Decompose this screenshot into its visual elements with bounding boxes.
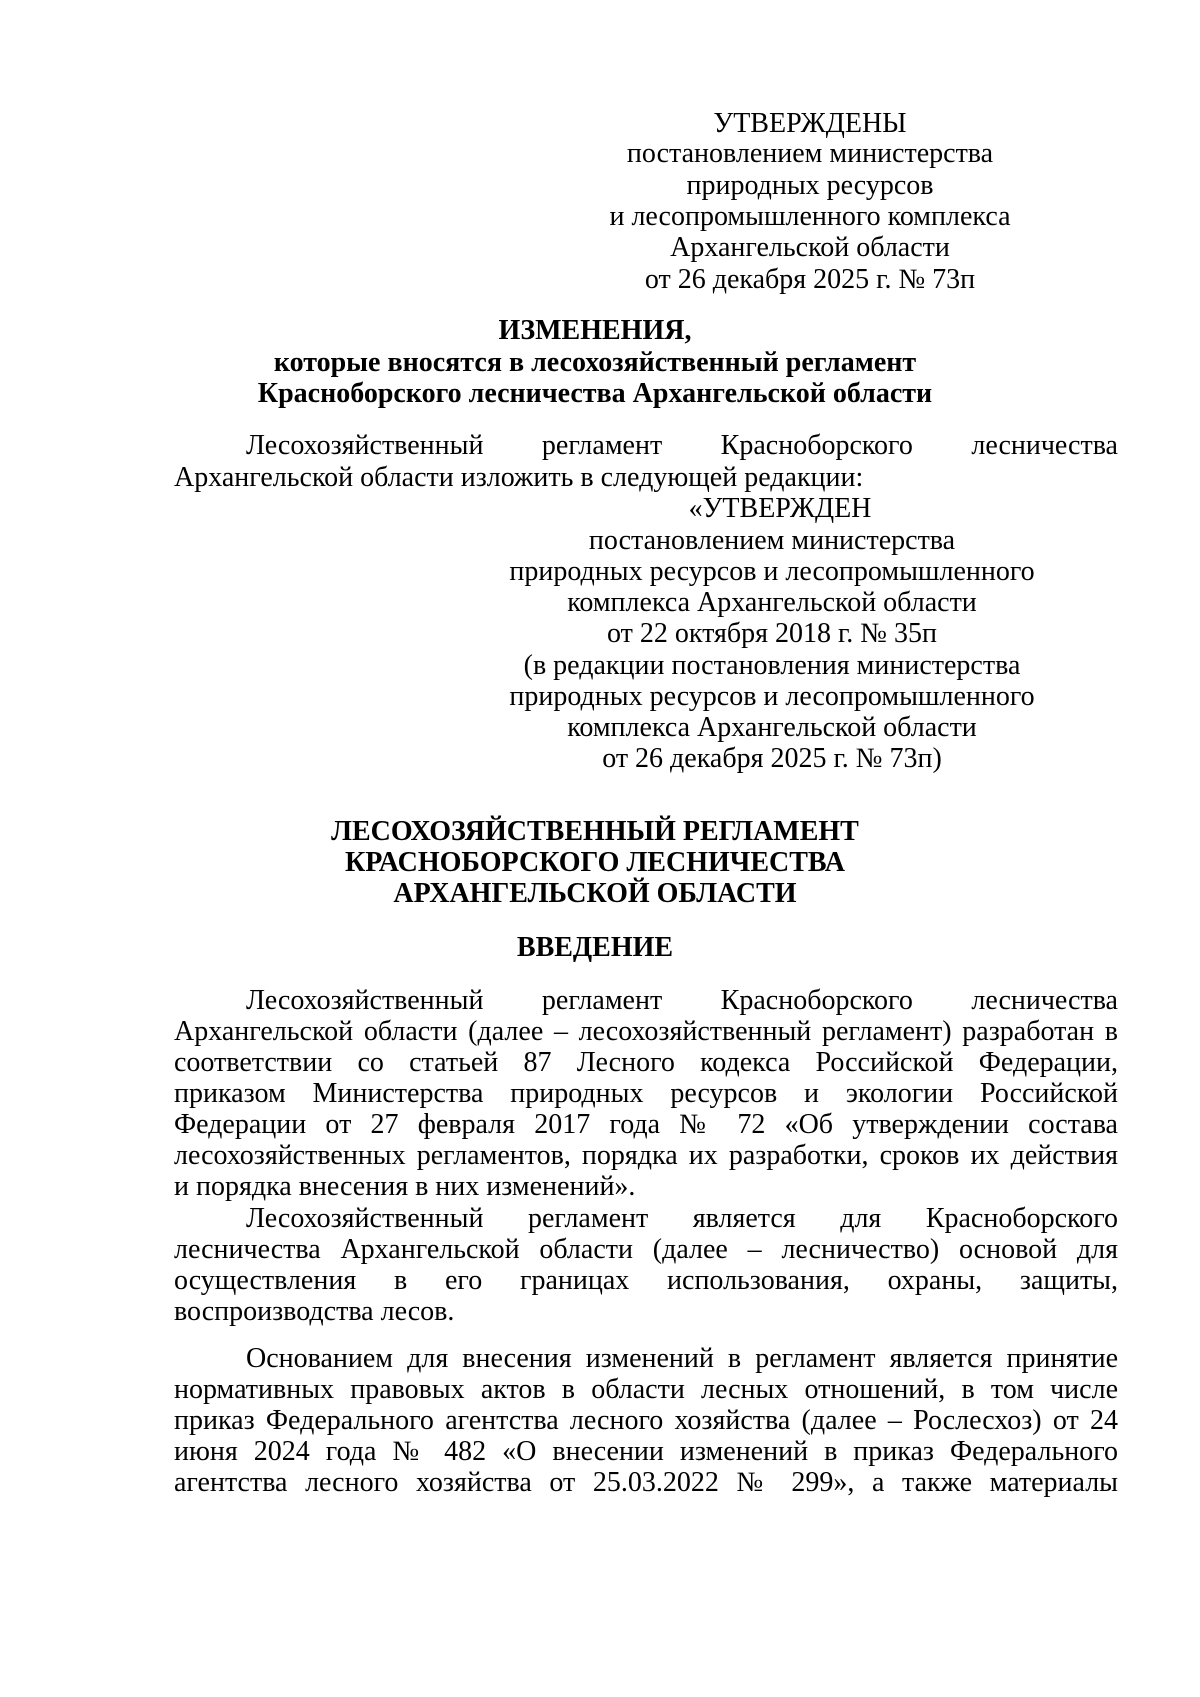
quoted-approval-line: природных ресурсов и лесопромышленного	[509, 681, 1035, 712]
paragraph-line: воспроизводства лесов.	[174, 1296, 455, 1327]
approval-line: Архангельской области	[670, 232, 950, 263]
paragraph-line: приказ Федерального агентства лесного хозяйства (далее – Рослесхоз) от 24	[174, 1405, 1118, 1436]
approval-line: природных ресурсов	[686, 170, 934, 201]
changes-title-line: Красноборского лесничества Архангельской области	[257, 378, 933, 409]
paragraph-line: лесохозяйственных регламентов, порядка их разработки, сроков их действия	[174, 1140, 1118, 1171]
quoted-approval-line: комплекса Архангельской области	[567, 587, 977, 618]
paragraph-line: Федерации от 27 февраля 2017 года № 72 «Об утверждении состава	[174, 1109, 1118, 1140]
paragraph-line: осуществления в его границах использования, охраны, защиты,	[174, 1265, 1118, 1296]
changes-title-line: которые вносятся в лесохозяйственный регламент	[273, 347, 917, 378]
paragraph-line: приказом Министерства природных ресурсов и экологии Российской	[174, 1078, 1118, 1109]
quoted-approval-line: «УТВЕРЖДЕН	[688, 493, 872, 524]
quoted-approval-line: от 22 октября 2018 г. № 35п	[607, 618, 937, 649]
section-heading: ВВЕДЕНИЕ	[516, 932, 674, 963]
quoted-approval-line: (в редакции постановления министерства	[523, 650, 1021, 681]
paragraph-line: нормативных правовых актов в области лесных отношений, в том числе	[174, 1374, 1118, 1405]
quoted-approval-line: постановлением министерства	[588, 525, 956, 556]
approval-line: от 26 декабря 2025 г. № 73п	[644, 264, 976, 295]
quoted-approval-line: от 26 декабря 2025 г. № 73п)	[602, 743, 942, 774]
paragraph-line: июня 2024 года № 482 «О внесении изменений в приказ Федерального	[174, 1436, 1118, 1467]
paragraph-line: агентства лесного хозяйства от 25.03.2022 № 299», а также материалы	[174, 1467, 1118, 1498]
changes-title-line: ИЗМЕНЕНИЯ,	[498, 315, 692, 346]
paragraph-line: Основанием для внесения изменений в регламент является принятие	[246, 1343, 1118, 1374]
paragraph-line: соответствии со статьей 87 Лесного кодекса Российской Федерации,	[174, 1047, 1118, 1078]
paragraph-line: Лесохозяйственный регламент является для Красноборского	[246, 1203, 1118, 1234]
paragraph-line: и порядка внесения в них изменений».	[174, 1171, 636, 1202]
intro-line: Архангельской области изложить в следующей редакции:	[174, 462, 864, 493]
intro-line: Лесохозяйственный регламент Красноборского лесничества	[246, 430, 1118, 461]
paragraph-line: Архангельской области (далее – лесохозяйственный регламент) разработан в	[174, 1016, 1118, 1047]
quoted-approval-line: комплекса Архангельской области	[567, 712, 977, 743]
regulation-title-line: КРАСНОБОРСКОГО ЛЕСНИЧЕСТВА	[344, 847, 846, 878]
regulation-title-line: ЛЕСОХОЗЯЙСТВЕННЫЙ РЕГЛАМЕНТ	[331, 816, 859, 847]
paragraph-line: лесничества Архангельской области (далее – лесничество) основой для	[174, 1234, 1118, 1265]
approval-line: и лесопромышленного комплекса	[609, 201, 1011, 232]
approval-line: УТВЕРЖДЕНЫ	[713, 108, 907, 139]
quoted-approval-line: природных ресурсов и лесопромышленного	[509, 556, 1035, 587]
regulation-title-line: АРХАНГЕЛЬСКОЙ ОБЛАСТИ	[393, 878, 797, 909]
paragraph-line: Лесохозяйственный регламент Красноборского лесничества	[246, 985, 1118, 1016]
approval-line: постановлением министерства	[626, 138, 994, 169]
